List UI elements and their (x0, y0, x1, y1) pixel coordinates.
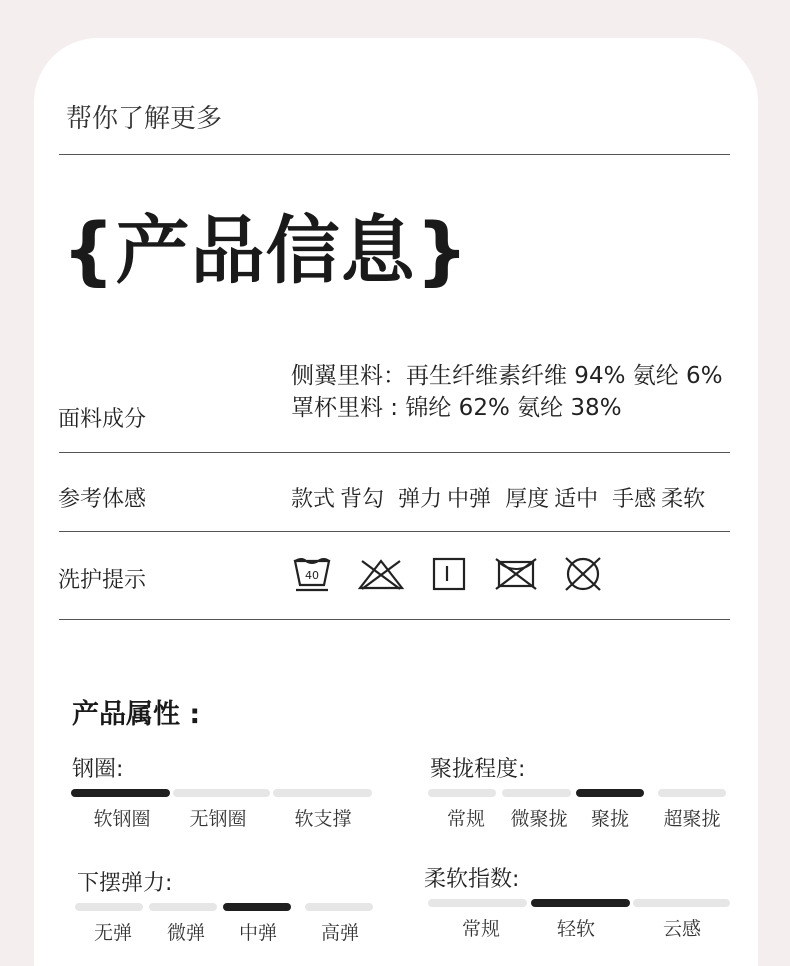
attr-bar (576, 789, 644, 797)
feel-value: 柔软 (661, 487, 706, 512)
no-tumble-dry-icon (494, 557, 538, 591)
fabric-line-1: 侧翼里料：再生纤维素纤维 94% 氨纶 6% (291, 363, 723, 389)
attributes-title: 产品属性 : (72, 699, 201, 730)
feel-value: 背勾 (340, 487, 385, 512)
attr-bar (502, 789, 571, 797)
attr-option: 高弹 (320, 922, 360, 944)
attr-option: 云感 (662, 918, 702, 940)
line-dry-icon (431, 557, 467, 591)
attr-group-pushup: 聚拢程度: (430, 757, 526, 782)
attr-bar (173, 789, 270, 797)
attr-option: 常规 (446, 808, 486, 830)
attr-bar (633, 899, 730, 907)
no-bleach-icon (356, 557, 406, 591)
no-dry-clean-icon (561, 555, 605, 593)
attr-bar (273, 789, 372, 797)
attr-option: 无钢圈 (189, 808, 247, 830)
divider (59, 619, 730, 620)
attr-option: 软钢圈 (93, 808, 151, 830)
attr-bar (305, 903, 373, 911)
attr-option: 微弹 (166, 922, 206, 944)
feel-key: 厚度 (505, 487, 550, 512)
wash-temp: 40 (305, 569, 319, 582)
attr-bar (428, 899, 527, 907)
feel-key: 款式 (291, 487, 336, 512)
attr-group-underwire: 钢圈: (72, 757, 124, 782)
attr-option: 常规 (461, 918, 501, 940)
feel-label: 参考体感 (58, 487, 147, 512)
attr-option: 无弹 (93, 922, 133, 944)
feel-value: 中弹 (447, 487, 492, 512)
feel-key: 手感 (612, 487, 657, 512)
attr-group-softness: 柔软指数: (424, 867, 520, 892)
feel-values (291, 482, 710, 513)
attr-bar (71, 789, 170, 797)
fabric-label: 面料成分 (58, 407, 147, 432)
divider (59, 154, 730, 155)
wash-40-icon (292, 555, 332, 593)
attr-option: 微聚拢 (510, 808, 568, 830)
attr-option: 中弹 (238, 922, 278, 944)
attr-option: 软支撑 (294, 808, 352, 830)
attr-bar (658, 789, 726, 797)
attr-bar (223, 903, 291, 911)
attr-bar (428, 789, 496, 797)
attr-bar (75, 903, 143, 911)
divider (59, 452, 730, 453)
feel-key: 弹力 (398, 487, 443, 512)
fabric-line-2: 罩杯里料 : 锦纶 62% 氨纶 38% (291, 395, 622, 421)
divider (59, 531, 730, 532)
attr-bar (149, 903, 217, 911)
attr-group-hem-stretch: 下摆弹力: (77, 871, 173, 896)
section-hint: 帮你了解更多 (66, 104, 223, 134)
attr-option: 轻软 (556, 918, 596, 940)
attr-bar (531, 899, 630, 907)
attr-option: 聚拢 (590, 808, 630, 830)
page-title: {产品信息} (62, 208, 470, 294)
feel-value: 适中 (554, 487, 599, 512)
care-label: 洗护提示 (58, 568, 147, 593)
attr-option: 超聚拢 (663, 808, 721, 830)
